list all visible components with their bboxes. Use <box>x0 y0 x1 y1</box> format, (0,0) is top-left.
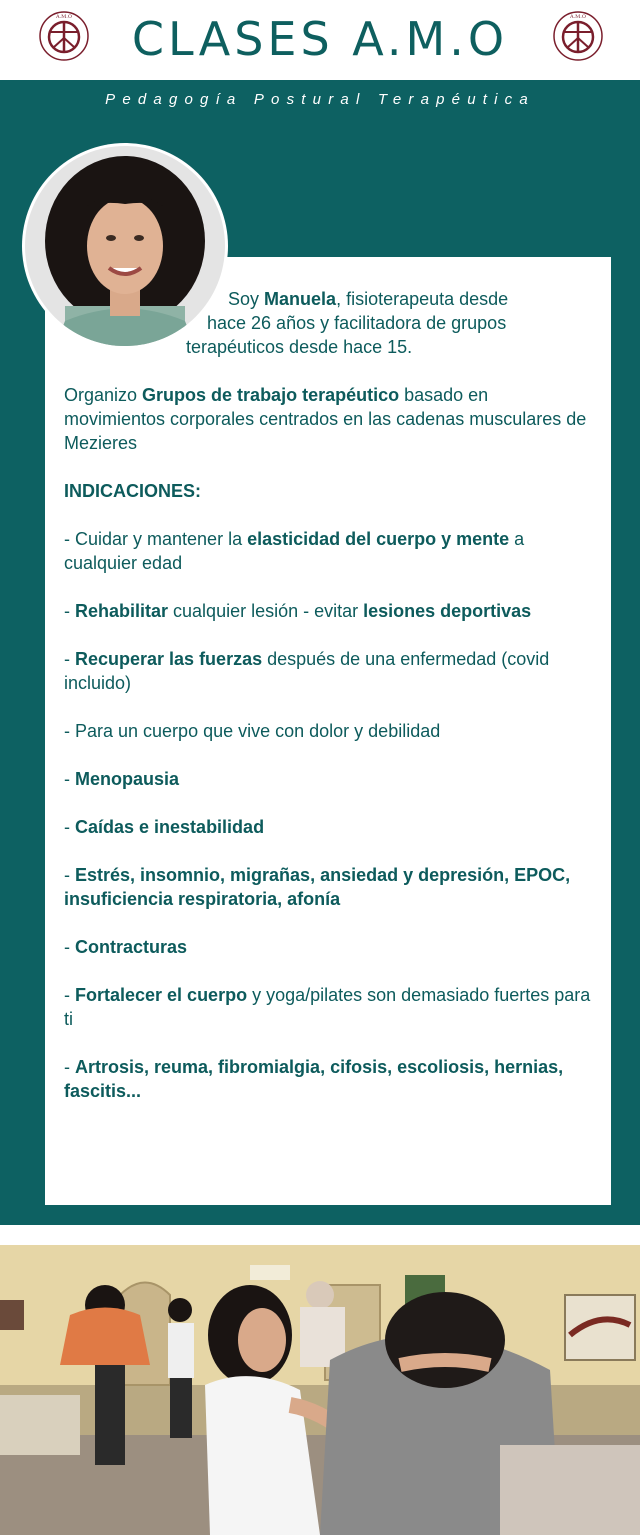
list-item: - Fortalecer el cuerpo y yoga/pilates son demasiado fuertes para ti <box>64 985 591 1029</box>
class-photo <box>0 1245 640 1535</box>
list-item: - Menopausia <box>64 769 180 789</box>
list-item: - Artrosis, reuma, fibromialgia, cifosis, escoliosis, hernias, fascitis... <box>64 1057 564 1101</box>
intro-line-1: Soy Manuela, fisioterapeuta desde <box>228 289 509 309</box>
page-title: CLASES A.M.O <box>131 12 509 66</box>
logo-text: A.M.O <box>569 14 587 20</box>
list-item: - Recuperar las fuerzas después de una enfermedad (covid incluido) <box>64 649 550 693</box>
amo-logo-icon <box>552 10 604 62</box>
name-highlight: Manuela <box>264 289 337 309</box>
header <box>0 0 640 80</box>
content <box>64 287 594 1127</box>
list-item: - Estrés, insomnio, migrañas, ansiedad y depresión, EPOC, insuficiencia respiratoria, afonía <box>64 865 571 909</box>
intro-paragraph <box>64 287 594 359</box>
logo-text: A.M.O <box>55 14 73 20</box>
organizo-paragraph: Organizo Grupos de trabajo terapéutico basado en movimientos corporales centrados en las cadenas musculares de Mezieres <box>64 385 587 453</box>
list-item: - Rehabilitar cualquier lesión - evitar lesiones deportivas <box>64 601 532 621</box>
indicaciones-title: INDICACIONES: <box>64 481 202 501</box>
list-item: - Contracturas <box>64 937 188 957</box>
list-item: - Caídas e inestabilidad <box>64 817 265 837</box>
subtitle: Pedagogía Postural Terapéutica <box>105 91 535 108</box>
list-item: - Cuidar y mantener la elasticidad del cuerpo y mente a cualquier edad <box>64 529 525 573</box>
intro-line-2: hace 26 años y facilitadora de grupos <box>207 313 507 333</box>
amo-logo-icon <box>38 10 90 62</box>
intro-line-3: terapéuticos desde hace 15. <box>186 337 413 357</box>
list-item: - Para un cuerpo que vive con dolor y debilidad <box>64 721 441 741</box>
